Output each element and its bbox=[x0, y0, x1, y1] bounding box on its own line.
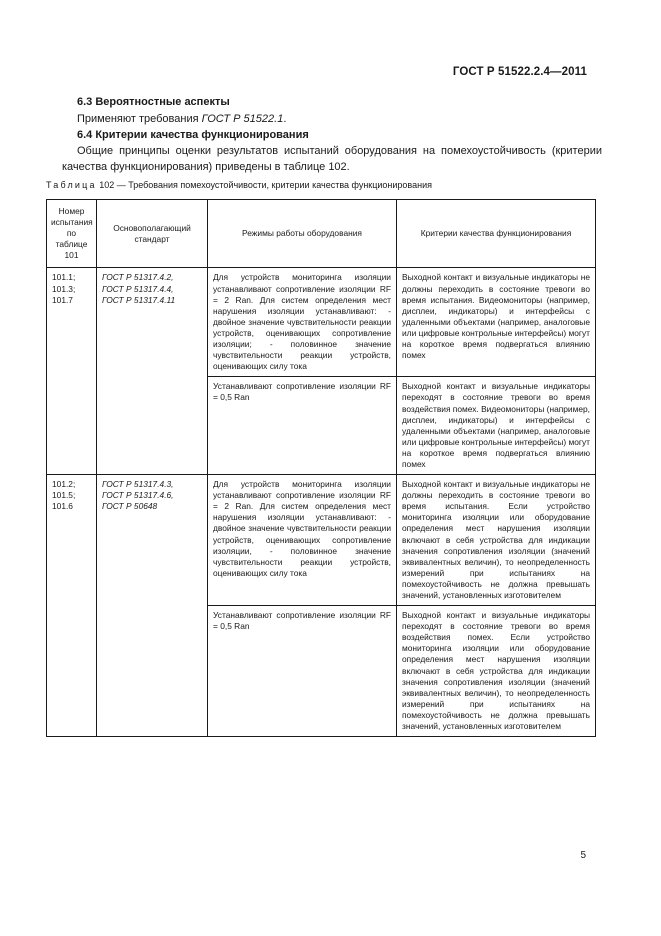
test-number: 101.7 bbox=[52, 294, 73, 305]
table-row bbox=[47, 475, 596, 606]
standard-ref: ГОСТ Р 50648 bbox=[102, 501, 158, 512]
criteria-cell: Выходной контакт и визуальные индикаторы переходят в состояние тревоги во время воздействия помех. Видеомониторы (например, дисплеи, индикаторы) и интерфейсы с удаленными объектами (например, аналоговые или цифровые контрольные интерфейсы) могут на короткое время подвергаться влиянию помех bbox=[397, 377, 596, 475]
test-number: 101.6 bbox=[52, 501, 73, 512]
section-6-3-heading: 6.3 Вероятностные аспекты bbox=[77, 96, 230, 108]
test-number: 101.5; bbox=[52, 490, 76, 501]
section-6-4-paragraph: Общие принципы оценки результатов испытаний оборудования на помехоустойчивость (критерии качества функционирования) приведены в таблице 102. bbox=[62, 145, 602, 173]
table-header-row bbox=[47, 200, 596, 268]
criteria-cell: Выходной контакт и визуальные индикаторы не должны переходить в состояние тревоги во время испытания. Если устройство мониторинга изоляции или оборудование определения мест нарушения изоляции включают в себя устройства для индикации значения сопротивления изоляции (значений эквивалентных величин), то неопределенность измерений при испытаниях на помехоустойчивость не должна превышать значений, установленных изготовителем bbox=[397, 475, 596, 606]
table-row bbox=[47, 268, 596, 377]
col-header-performance-criteria: Критерии качества функционирования bbox=[397, 200, 596, 268]
test-number: 101.2; bbox=[52, 479, 76, 490]
standard-ref: ГОСТ Р 51317.4.3, bbox=[102, 479, 174, 490]
operating-mode-cell: Для устройств мониторинга изоляции устанавливают сопротивление изоляции RF = 2 Ran. Для систем определения мест нарушения изоляции устанавливают: - двойное значение чувствительности реакции устройств, оценивающих сопротивление изоляции, - половинное значение чувствительности реакции устройств, оценивающих силу тока bbox=[208, 475, 397, 606]
section-6-4-heading: 6.4 Критерии качества функционирования bbox=[77, 129, 309, 141]
section-6-3-text bbox=[77, 113, 286, 125]
test-number-cell bbox=[47, 475, 97, 737]
document-code: ГОСТ Р 51522.2.4—2011 bbox=[452, 66, 587, 78]
test-number: 101.1; bbox=[52, 272, 76, 283]
criteria-cell: Выходной контакт и визуальные индикаторы переходят в состояние тревоги во время воздействия помех. Если устройство мониторинга изоляции или оборудование определения мест нарушения изоляции включают в себя устройства для индикации значения сопротивления изоляции (значений эквивалентных величин), то неопределенность измерений при испытаниях на помехоустойчивость не должна превышать значений, установленных изготовителем bbox=[397, 606, 596, 737]
standard-cell bbox=[97, 475, 208, 737]
section-6-3-text-suffix: . bbox=[283, 113, 287, 125]
criteria-cell: Выходной контакт и визуальные индикаторы не должны переходить в состояние тревоги во время испытания. Видеомониторы (например, дисплеи, индикаторы) и интерфейсы с удаленными объектами (например, аналоговые или цифровые контрольные интерфейсы) могут на короткое время подвергаться влиянию помех bbox=[397, 268, 596, 377]
section-6-3-text-prefix: Применяют требования bbox=[77, 113, 202, 125]
page-number: 5 bbox=[580, 850, 586, 861]
standard-ref: ГОСТ Р 51317.4.6, bbox=[102, 490, 174, 501]
table-caption bbox=[46, 180, 432, 190]
standard-ref: ГОСТ Р 51317.4.4, bbox=[102, 283, 174, 294]
table-caption-label: Таблица bbox=[46, 180, 97, 190]
operating-mode-cell: Устанавливают сопротивление изоляции RF = 0,5 Ran bbox=[208, 606, 397, 737]
operating-mode-cell: Для устройств мониторинга изоляции устанавливают сопротивление изоляции RF = 2 Ran. Для систем определения мест нарушения изоляции устанавливают: - двойное значение чувствительности реакции устройств, оценивающих сопротивление изоляции; - половинное значение чувствительности реакции устройств, оценивающих силу тока bbox=[208, 268, 397, 377]
table-caption-text: 102 — Требования помехоустойчивости, критерии качества функционирования bbox=[96, 180, 432, 190]
requirements-table bbox=[46, 199, 596, 737]
standard-ref: ГОСТ Р 51317.4.2, bbox=[102, 272, 174, 283]
test-number-cell bbox=[47, 268, 97, 475]
operating-mode-cell: Устанавливают сопротивление изоляции RF = 0,5 Ran bbox=[208, 377, 397, 475]
col-header-standard: Основополагающий стандарт bbox=[97, 200, 208, 268]
standard-cell bbox=[97, 268, 208, 475]
standard-ref: ГОСТ Р 51317.4.11 bbox=[102, 294, 176, 305]
col-header-operating-modes: Режимы работы оборудования bbox=[208, 200, 397, 268]
col-header-test-number: Номер испытания по таблице 101 bbox=[47, 200, 97, 268]
section-6-3-reference: ГОСТ Р 51522.1 bbox=[201, 113, 284, 125]
test-number: 101.3; bbox=[52, 283, 76, 294]
